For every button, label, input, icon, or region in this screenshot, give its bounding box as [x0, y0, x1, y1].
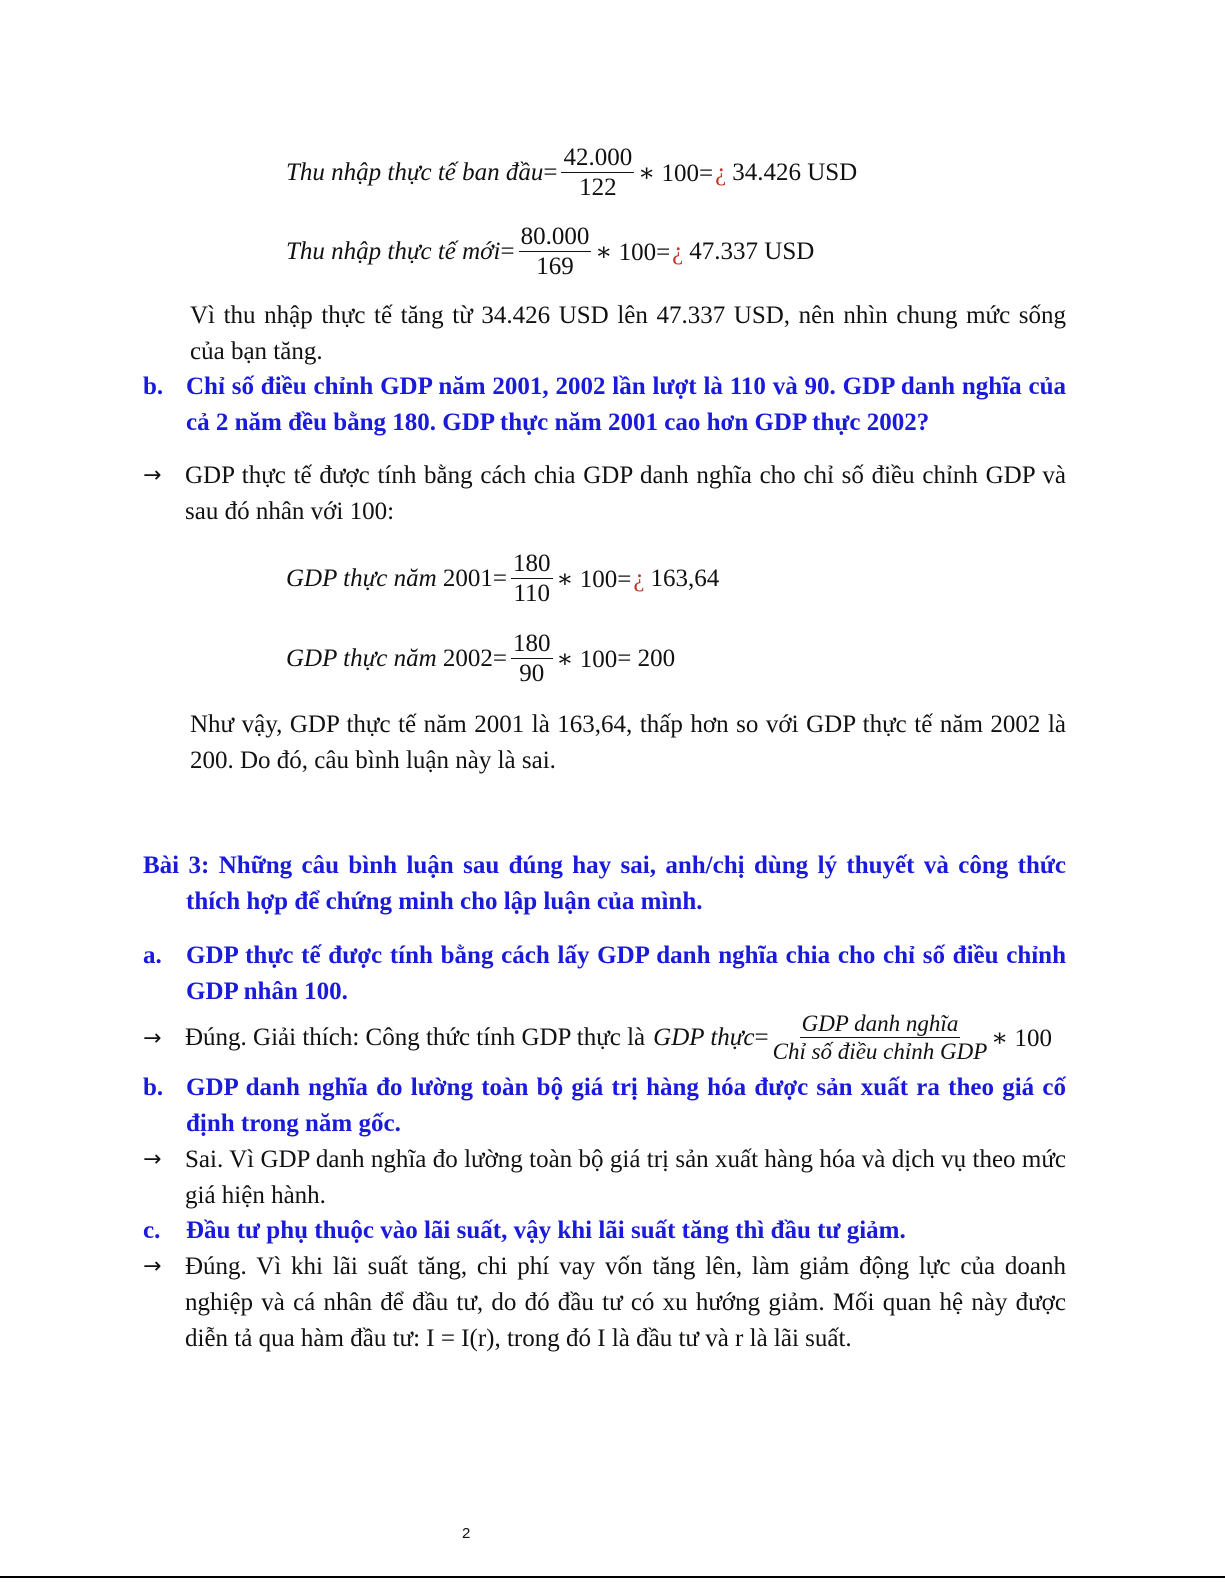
eq-multiplier: ∗ 100=: [595, 239, 671, 267]
equation-real-income-new: [286, 224, 814, 281]
question-a: [143, 938, 1066, 1010]
arrow-icon: →: [143, 1147, 162, 1172]
arrow-icon: →: [143, 1254, 162, 1279]
eq-numerator: 180: [511, 551, 553, 579]
arrow-icon: →: [143, 463, 162, 488]
answer-b2: [143, 1142, 1066, 1214]
paragraph-income-conclusion: Vì thu nhập thực tế tăng từ 34.426 USD lên 47.337 USD, nên nhìn chung mức sống của bạn tăng.: [190, 302, 1066, 365]
eq-fraction: [511, 551, 553, 608]
answer-c: [143, 1249, 1066, 1357]
exercise-3-heading: Bài 3: Những câu bình luận sau đúng hay sai, anh/chị dùng lý thuyết và công thức thích hợp để chứng minh cho lập luận của mình.: [143, 852, 1066, 915]
formula-label: GDP thực: [653, 1024, 755, 1052]
question-text: GDP thực tế được tính bằng cách lấy GDP danh nghĩa chia cho chỉ số điều chỉnh GDP nhân 100.: [186, 942, 1066, 1005]
eq-invalid-glyph: ¿: [672, 238, 684, 266]
eq-label: Thu nhập thực tế ban đầu: [286, 159, 544, 187]
eq-multiplier: ∗ 100=: [556, 566, 632, 594]
eq-sign: =: [500, 238, 515, 266]
paragraph-gdp-conclusion: Như vậy, GDP thực tế năm 2001 là 163,64, thấp hơn so với GDP thực tế năm 2002 là 200. Do đó, câu bình luận này là sai.: [190, 711, 1066, 774]
answer-text: Đúng. Vì khi lãi suất tăng, chi phí vay vốn tăng lên, làm giảm động lực của doanh nghiệp và cá nhân để đầu tư, do đó đầu tư có xu hướng giảm. Mối quan hệ này được diễn tả qua hàm đầu tư: I = I(r), trong đó I là đầu tư và r là lãi suất.: [185, 1253, 1066, 1352]
eq-sign-2: =: [617, 645, 632, 673]
answer-text: GDP thực tế được tính bằng cách chia GDP danh nghĩa cho chỉ số điều chỉnh GDP và sau đó nhân với 100:: [185, 462, 1066, 525]
question-text: GDP danh nghĩa đo lường toàn bộ giá trị hàng hóa được sản xuất ra theo giá cố định trong năm gốc.: [186, 1074, 1066, 1137]
arrow-icon: →: [143, 1025, 162, 1051]
equation-gdp-2001: [286, 551, 719, 608]
question-text: Đầu tư phụ thuộc vào lãi suất, vậy khi lãi suất tăng thì đầu tư giảm.: [186, 1217, 906, 1244]
eq-sign: =: [543, 159, 558, 187]
eq-result: 47.337 USD: [689, 238, 815, 266]
eq-fraction: [519, 224, 592, 281]
question-text: Chỉ số điều chỉnh GDP năm 2001, 2002 lần lượt là 110 và 90. GDP danh nghĩa của cả 2 năm đều bằng 180. GDP thực năm 2001 cao hơn GDP thực 2002?: [186, 373, 1066, 436]
page-bottom-border: [0, 1576, 1225, 1578]
answer-text: Sai. Vì GDP danh nghĩa đo lường toàn bộ giá trị sản xuất hàng hóa và dịch vụ theo mức giá hiện hành.: [185, 1146, 1066, 1209]
eq-year: 2001: [442, 565, 493, 593]
equation-real-income-initial: [286, 145, 857, 202]
eq-fraction: [561, 145, 634, 202]
answer-b-intro: [143, 458, 1066, 530]
eq-label: Thu nhập thực tế mới: [286, 238, 501, 266]
answer-a: [143, 1012, 1066, 1064]
question-marker: a.: [143, 942, 162, 969]
formula-denominator: Chỉ số điều chỉnh GDP: [772, 1039, 988, 1065]
eq-sign: =: [492, 565, 508, 593]
eq-multiplier: ∗ 100=: [638, 160, 714, 188]
eq-fraction: [511, 631, 553, 688]
equation-gdp-2002: [286, 631, 675, 688]
formula-fraction: [773, 1012, 988, 1064]
eq-result: 34.426 USD: [732, 159, 858, 187]
eq-denominator: 110: [513, 580, 551, 608]
question-marker: b.: [143, 1074, 164, 1101]
question-b: [143, 369, 1066, 441]
formula-numerator: GDP danh nghĩa: [800, 1012, 961, 1038]
eq-label: GDP thực năm: [286, 565, 437, 593]
question-marker: b.: [143, 373, 164, 400]
formula-multiplier: ∗ 100: [991, 1025, 1053, 1053]
eq-invalid-glyph: ¿: [715, 159, 727, 187]
eq-result: 200: [637, 645, 676, 673]
eq-sign: =: [492, 645, 508, 673]
page-number: 2: [462, 1525, 471, 1542]
question-b2: [143, 1070, 1066, 1142]
eq-invalid-glyph: ¿: [633, 565, 645, 593]
eq-result: 163,64: [650, 565, 720, 593]
eq-numerator: 42.000: [561, 145, 634, 173]
eq-year: 2002: [442, 645, 493, 673]
eq-denominator: 122: [579, 174, 617, 202]
formula-gdp-real: [653, 1012, 1052, 1064]
eq-denominator: 169: [536, 253, 574, 281]
answer-text: Đúng. Giải thích: Công thức tính GDP thực là: [185, 1024, 646, 1052]
eq-numerator: 80.000: [519, 224, 592, 252]
formula-sign: =: [754, 1024, 769, 1052]
question-marker: c.: [143, 1217, 161, 1244]
eq-numerator: 180: [511, 631, 553, 659]
question-c: [143, 1213, 1066, 1249]
eq-label: GDP thực năm: [286, 645, 437, 673]
eq-multiplier: ∗ 100: [556, 646, 618, 674]
eq-denominator: 90: [519, 660, 545, 688]
